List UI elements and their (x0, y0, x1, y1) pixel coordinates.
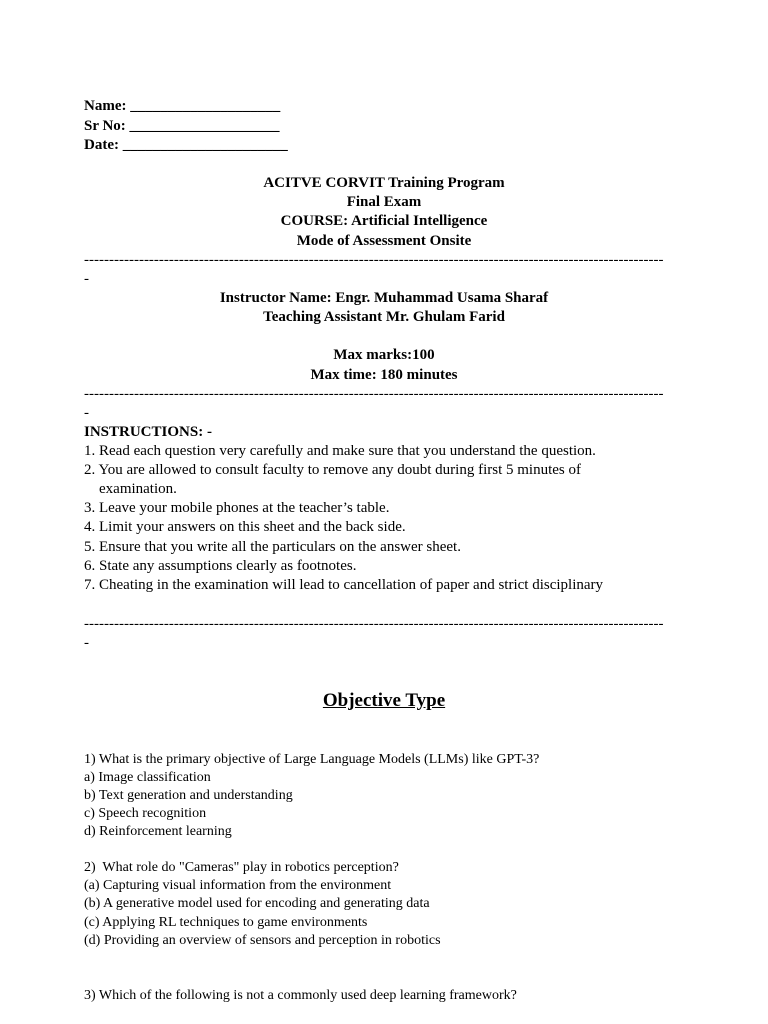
answer-option: (b) A generative model used for encoding and generating data (84, 896, 430, 911)
answer-option: (c) Applying RL techniques to game environments (84, 915, 368, 930)
instruction-item-continued: examination. (99, 481, 177, 497)
separator-line: -------------------------------------------------------------------------------------------------------------------- (84, 252, 664, 268)
name-field: Name: ____________________ (84, 98, 281, 114)
instruction-item: 6. State any assumptions clearly as footnotes. (84, 558, 357, 574)
instruction-item: 1. Read each question very carefully and make sure that you understand the question. (84, 443, 596, 459)
answer-option: b) Text generation and understanding (84, 788, 293, 803)
answer-option: c) Speech recognition (84, 806, 207, 821)
program-title: ACITVE CORVIT Training Program (263, 175, 505, 191)
max-time: Max time: 180 minutes (310, 367, 458, 383)
max-marks: Max marks:100 (333, 347, 435, 363)
instruction-item: 5. Ensure that you write all the particulars on the answer sheet. (84, 539, 461, 555)
answer-option: (a) Capturing visual information from the environment (84, 878, 392, 893)
question-text: 1) What is the primary objective of Large Language Models (LLMs) like GPT-3? (84, 752, 540, 767)
date-field: Date: ______________________ (84, 137, 288, 153)
instructor-name: Instructor Name: Engr. Muhammad Usama Sharaf (219, 290, 549, 306)
question-text: 2) What role do "Cameras" play in robotics perception? (84, 860, 399, 875)
section-title: Objective Type (322, 690, 446, 711)
separator-tail: - (84, 635, 89, 651)
answer-option: a) Image classification (84, 770, 211, 785)
answer-option: (d) Providing an overview of sensors and perception in robotics (84, 933, 441, 948)
course-title: COURSE: Artificial Intelligence (280, 213, 488, 229)
instructions-heading: INSTRUCTIONS: - (84, 424, 212, 440)
separator-tail: - (84, 271, 89, 287)
sr-no-field: Sr No: ____________________ (84, 118, 280, 134)
instruction-item: 2. You are allowed to consult faculty to remove any doubt during first 5 minutes of (84, 462, 581, 478)
instruction-item: 7. Cheating in the examination will lead to cancellation of paper and strict disciplinary (84, 577, 604, 593)
separator-tail: - (84, 405, 89, 421)
separator-line: -------------------------------------------------------------------------------------------------------------------- (84, 386, 664, 402)
instruction-item: 4. Limit your answers on this sheet and the back side. (84, 519, 406, 535)
instruction-item: 3. Leave your mobile phones at the teacher’s table. (84, 500, 390, 516)
separator-line: -------------------------------------------------------------------------------------------------------------------- (84, 616, 664, 632)
teaching-assistant: Teaching Assistant Mr. Ghulam Farid (263, 309, 505, 325)
assessment-mode: Mode of Assessment Onsite (296, 233, 472, 249)
exam-title: Final Exam (346, 194, 422, 210)
answer-option: d) Reinforcement learning (84, 824, 232, 839)
question-text: 3) Which of the following is not a commonly used deep learning framework? (84, 988, 517, 1003)
